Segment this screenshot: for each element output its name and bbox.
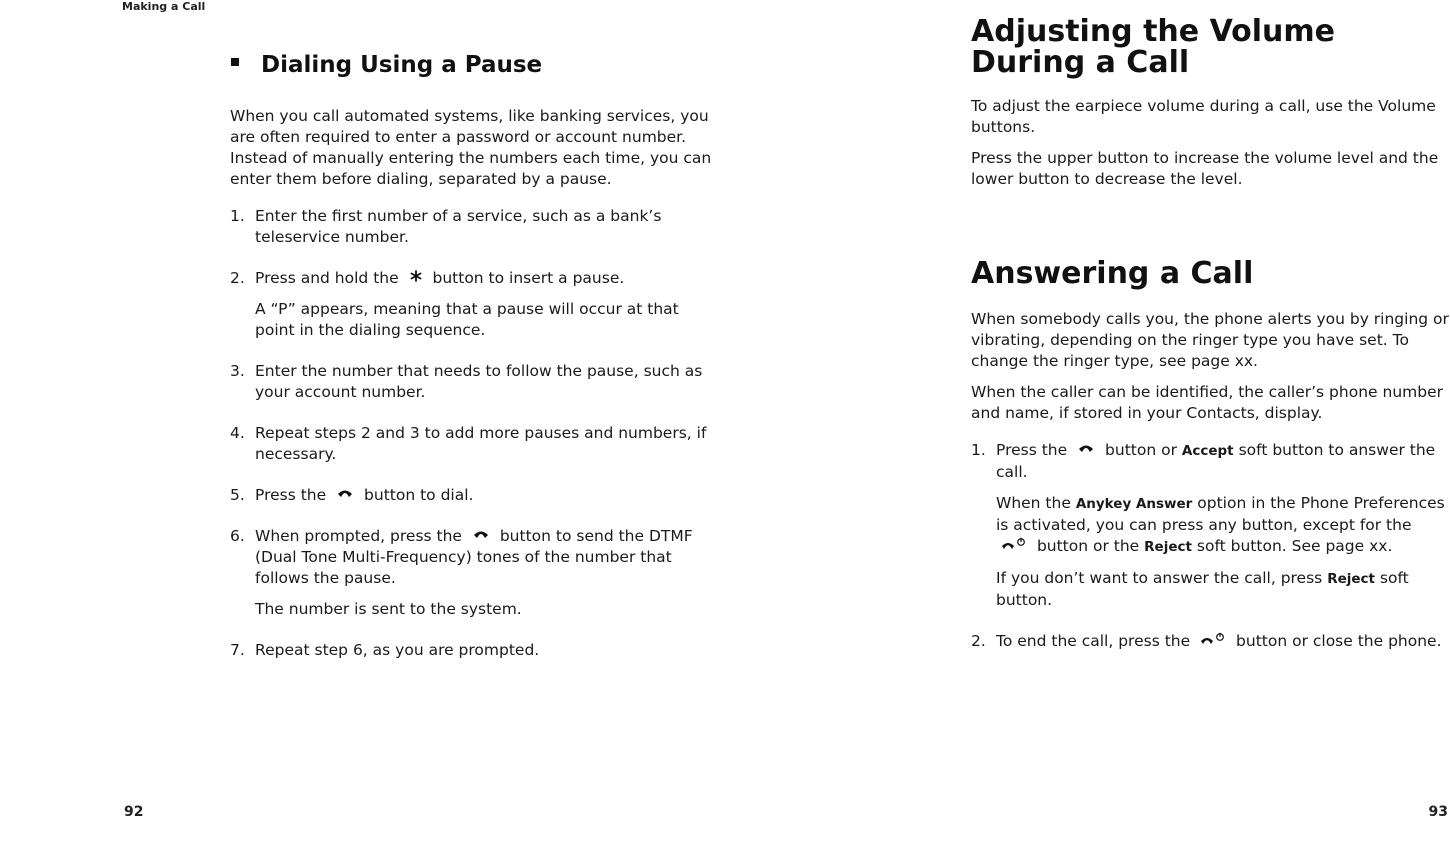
note-text-post: soft button. <box>996 569 1409 609</box>
right-page <box>725 0 1450 862</box>
list-item <box>230 526 715 620</box>
step-text-post: button to dial. <box>364 486 474 504</box>
list-item <box>230 485 715 506</box>
step-note <box>996 568 1450 611</box>
left-body <box>230 106 715 661</box>
list-item <box>971 631 1450 652</box>
section-bullet <box>231 58 239 66</box>
step-number: 7. <box>230 641 245 659</box>
step-text-mid: button or <box>1105 441 1177 459</box>
send-key-icon <box>336 485 354 506</box>
anykey-answer-label: Anykey Answer <box>1075 496 1193 512</box>
volume-paragraph-2: Press the upper button to increase the volume level and the lower button to decrease the level. <box>971 149 1439 188</box>
list-item <box>230 206 715 248</box>
step-number: 4. <box>230 424 245 442</box>
section-title: Dialing Using a Pause <box>261 52 543 78</box>
step-number: 3. <box>230 362 245 380</box>
reject-softkey-label: Reject <box>1144 539 1192 555</box>
step-text: Enter the number that needs to follow the pause, such as your account number. <box>255 362 703 401</box>
step-text-pre: To end the call, press the <box>996 632 1191 650</box>
step-note <box>996 493 1450 558</box>
step-number: 5. <box>230 486 245 504</box>
end-power-key-icon <box>1001 536 1027 557</box>
list-item <box>230 361 715 403</box>
step-number: 1. <box>971 441 986 459</box>
send-key-icon <box>472 526 490 547</box>
step-note: A “P” appears, meaning that a pause will occur at that point in the dialing sequence. <box>255 300 679 339</box>
page-number-right: 93 <box>1428 804 1448 820</box>
step-text-pre: When prompted, press the <box>255 527 462 545</box>
star-key-icon <box>409 268 423 289</box>
step-number: 1. <box>230 207 245 225</box>
step-number: 6. <box>230 527 245 545</box>
step-note: The number is sent to the system. <box>255 600 522 618</box>
volume-paragraph-1: To adjust the earpiece volume during a call, use the Volume buttons. <box>971 97 1436 136</box>
step-text: Enter the first number of a service, such as a bank’s teleservice number. <box>255 207 662 246</box>
list-item <box>971 440 1450 611</box>
volume-section-title: Adjusting the Volume During a Call <box>971 14 1336 80</box>
step-text-post: button to send the DTMF (Dual Tone Multi-Frequency) tones of the number that follows the pause. <box>255 527 693 587</box>
note-text-mid: option in the Phone Preferences is activated, you can press any button, except for the <box>996 494 1445 534</box>
step-text-pre: Press and hold the <box>255 269 399 287</box>
step-text: Repeat steps 2 and 3 to add more pauses and numbers, if necessary. <box>255 424 707 463</box>
step-number: 2. <box>971 632 986 650</box>
list-item <box>230 423 715 465</box>
list-item <box>230 268 715 341</box>
intro-paragraph: When you call automated systems, like banking services, you are often required to enter a password or account number. Instead of manually entering the numbers each time, you can enter them before dialing, separated by a pause. <box>230 107 712 188</box>
answer-paragraph-2: When the caller can be identified, the caller’s phone number and name, if stored in your Contacts, display. <box>971 383 1443 422</box>
end-power-key-icon <box>1200 631 1226 652</box>
step-number: 2. <box>230 269 245 287</box>
send-key-icon <box>1077 440 1095 461</box>
reject-softkey-label: Reject <box>1327 571 1375 587</box>
step-text-pre: Press the <box>996 441 1068 459</box>
step-text-post: button to insert a pause. <box>432 269 625 287</box>
answer-body <box>971 309 1450 652</box>
step-text-post: soft button to answer the call. <box>996 441 1436 481</box>
answer-section-title: Answering a Call <box>971 256 1254 291</box>
answer-steps <box>971 440 1450 652</box>
answer-paragraph-1: When somebody calls you, the phone alerts you by ringing or vibrating, depending on the ringer type you have set. To change the ringer type, see page xx. <box>971 310 1449 370</box>
dialing-steps <box>230 206 715 661</box>
step-text-post: button or close the phone. <box>1236 632 1442 650</box>
note-text-post: soft button. See page xx. <box>1196 537 1393 555</box>
volume-body <box>971 96 1450 190</box>
accept-softkey-label: Accept <box>1181 443 1234 459</box>
running-head: Making a Call <box>122 0 206 13</box>
note-text-pre: If you don’t want to answer the call, press <box>996 569 1323 587</box>
note-text-mid2: button or the <box>1036 537 1140 555</box>
step-text: Repeat step 6, as you are prompted. <box>255 641 540 659</box>
list-item <box>230 640 715 661</box>
step-text-pre: Press the <box>255 486 327 504</box>
page-number-left: 92 <box>124 804 144 820</box>
note-text-pre: When the <box>996 494 1071 512</box>
